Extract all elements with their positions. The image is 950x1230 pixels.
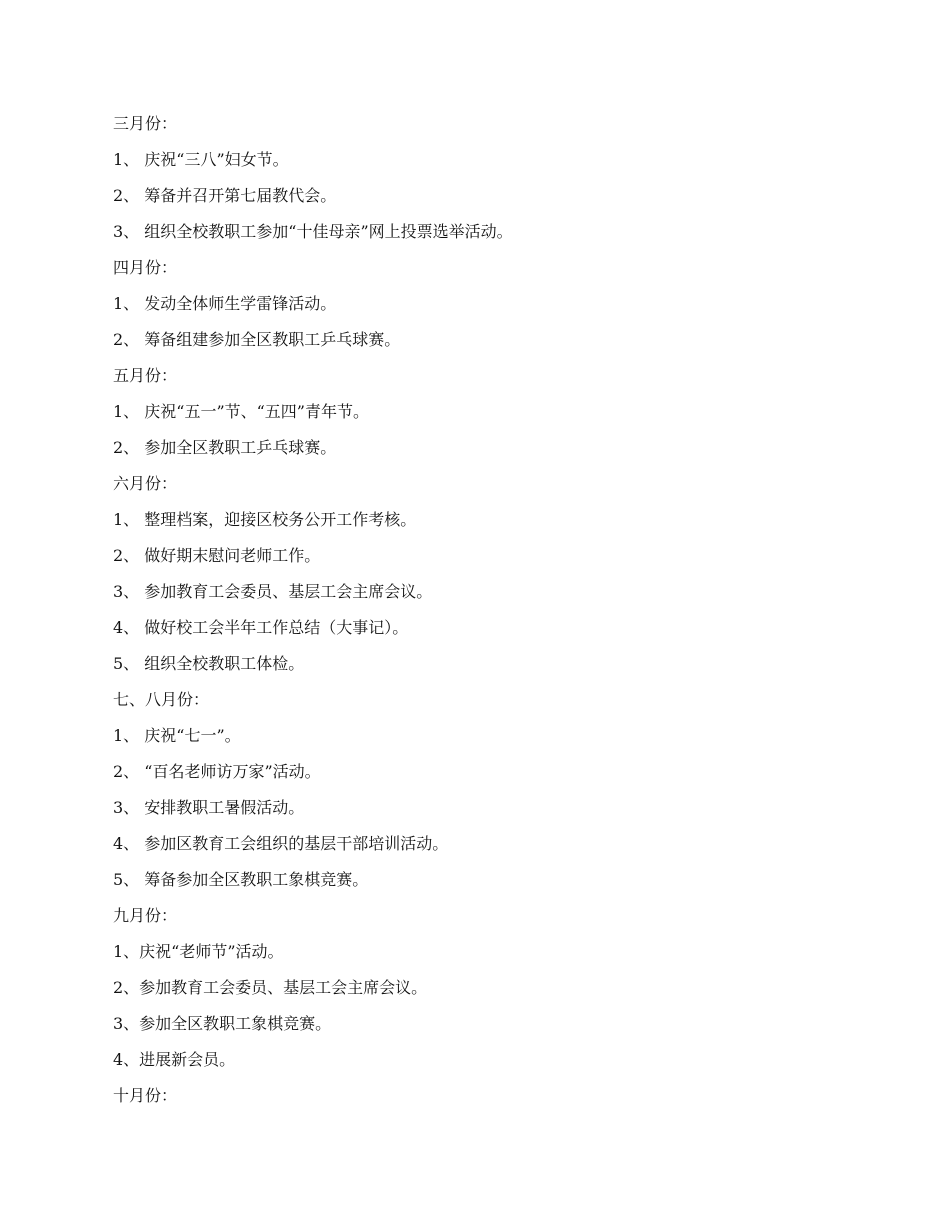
list-item: 1、 庆祝“七一”。 bbox=[113, 726, 241, 745]
section-heading-september: 九月份： bbox=[113, 906, 178, 925]
list-item: 2、 筹备组建参加全区教职工乒乓球赛。 bbox=[113, 330, 401, 349]
list-item: 2、 “百名老师访万家”活动。 bbox=[113, 762, 321, 781]
list-item: 2、 筹备并召开第七届教代会。 bbox=[113, 186, 337, 205]
list-item: 3、 安排教职工暑假活动。 bbox=[113, 798, 305, 817]
list-item: 1、庆祝“老师节”活动。 bbox=[113, 942, 284, 961]
list-item: 1、 庆祝“三八”妇女节。 bbox=[113, 150, 289, 169]
list-item: 4、 参加区教育工会组织的基层干部培训活动。 bbox=[113, 834, 449, 853]
section-heading-april: 四月份： bbox=[113, 258, 178, 277]
document-body bbox=[113, 106, 893, 1114]
list-item: 2、参加教育工会委员、基层工会主席会议。 bbox=[113, 978, 428, 997]
section-heading-may: 五月份： bbox=[113, 366, 178, 385]
list-item: 3、 参加教育工会委员、基层工会主席会议。 bbox=[113, 582, 433, 601]
list-item: 2、 做好期末慰问老师工作。 bbox=[113, 546, 321, 565]
list-item: 5、 筹备参加全区教职工象棋竞赛。 bbox=[113, 870, 369, 889]
list-item: 1、 发动全体师生学雷锋活动。 bbox=[113, 294, 337, 313]
section-heading-july-august: 七、八月份： bbox=[113, 690, 210, 709]
list-item: 1、 整理档案，迎接区校务公开工作考核。 bbox=[113, 510, 417, 529]
list-item: 3、参加全区教职工象棋竞赛。 bbox=[113, 1014, 332, 1033]
section-heading-march: 三月份： bbox=[113, 114, 178, 133]
list-item: 4、 做好校工会半年工作总结（大事记）。 bbox=[113, 618, 409, 637]
list-item: 5、 组织全校教职工体检。 bbox=[113, 654, 305, 673]
list-item: 3、 组织全校教职工参加“十佳母亲”网上投票选举活动。 bbox=[113, 222, 513, 241]
section-heading-october: 十月份： bbox=[113, 1086, 178, 1105]
list-item: 2、 参加全区教职工乒乓球赛。 bbox=[113, 438, 337, 457]
list-item: 4、进展新会员。 bbox=[113, 1050, 236, 1069]
section-heading-june: 六月份： bbox=[113, 474, 178, 493]
list-item: 1、 庆祝“五一”节、“五四”青年节。 bbox=[113, 402, 369, 421]
